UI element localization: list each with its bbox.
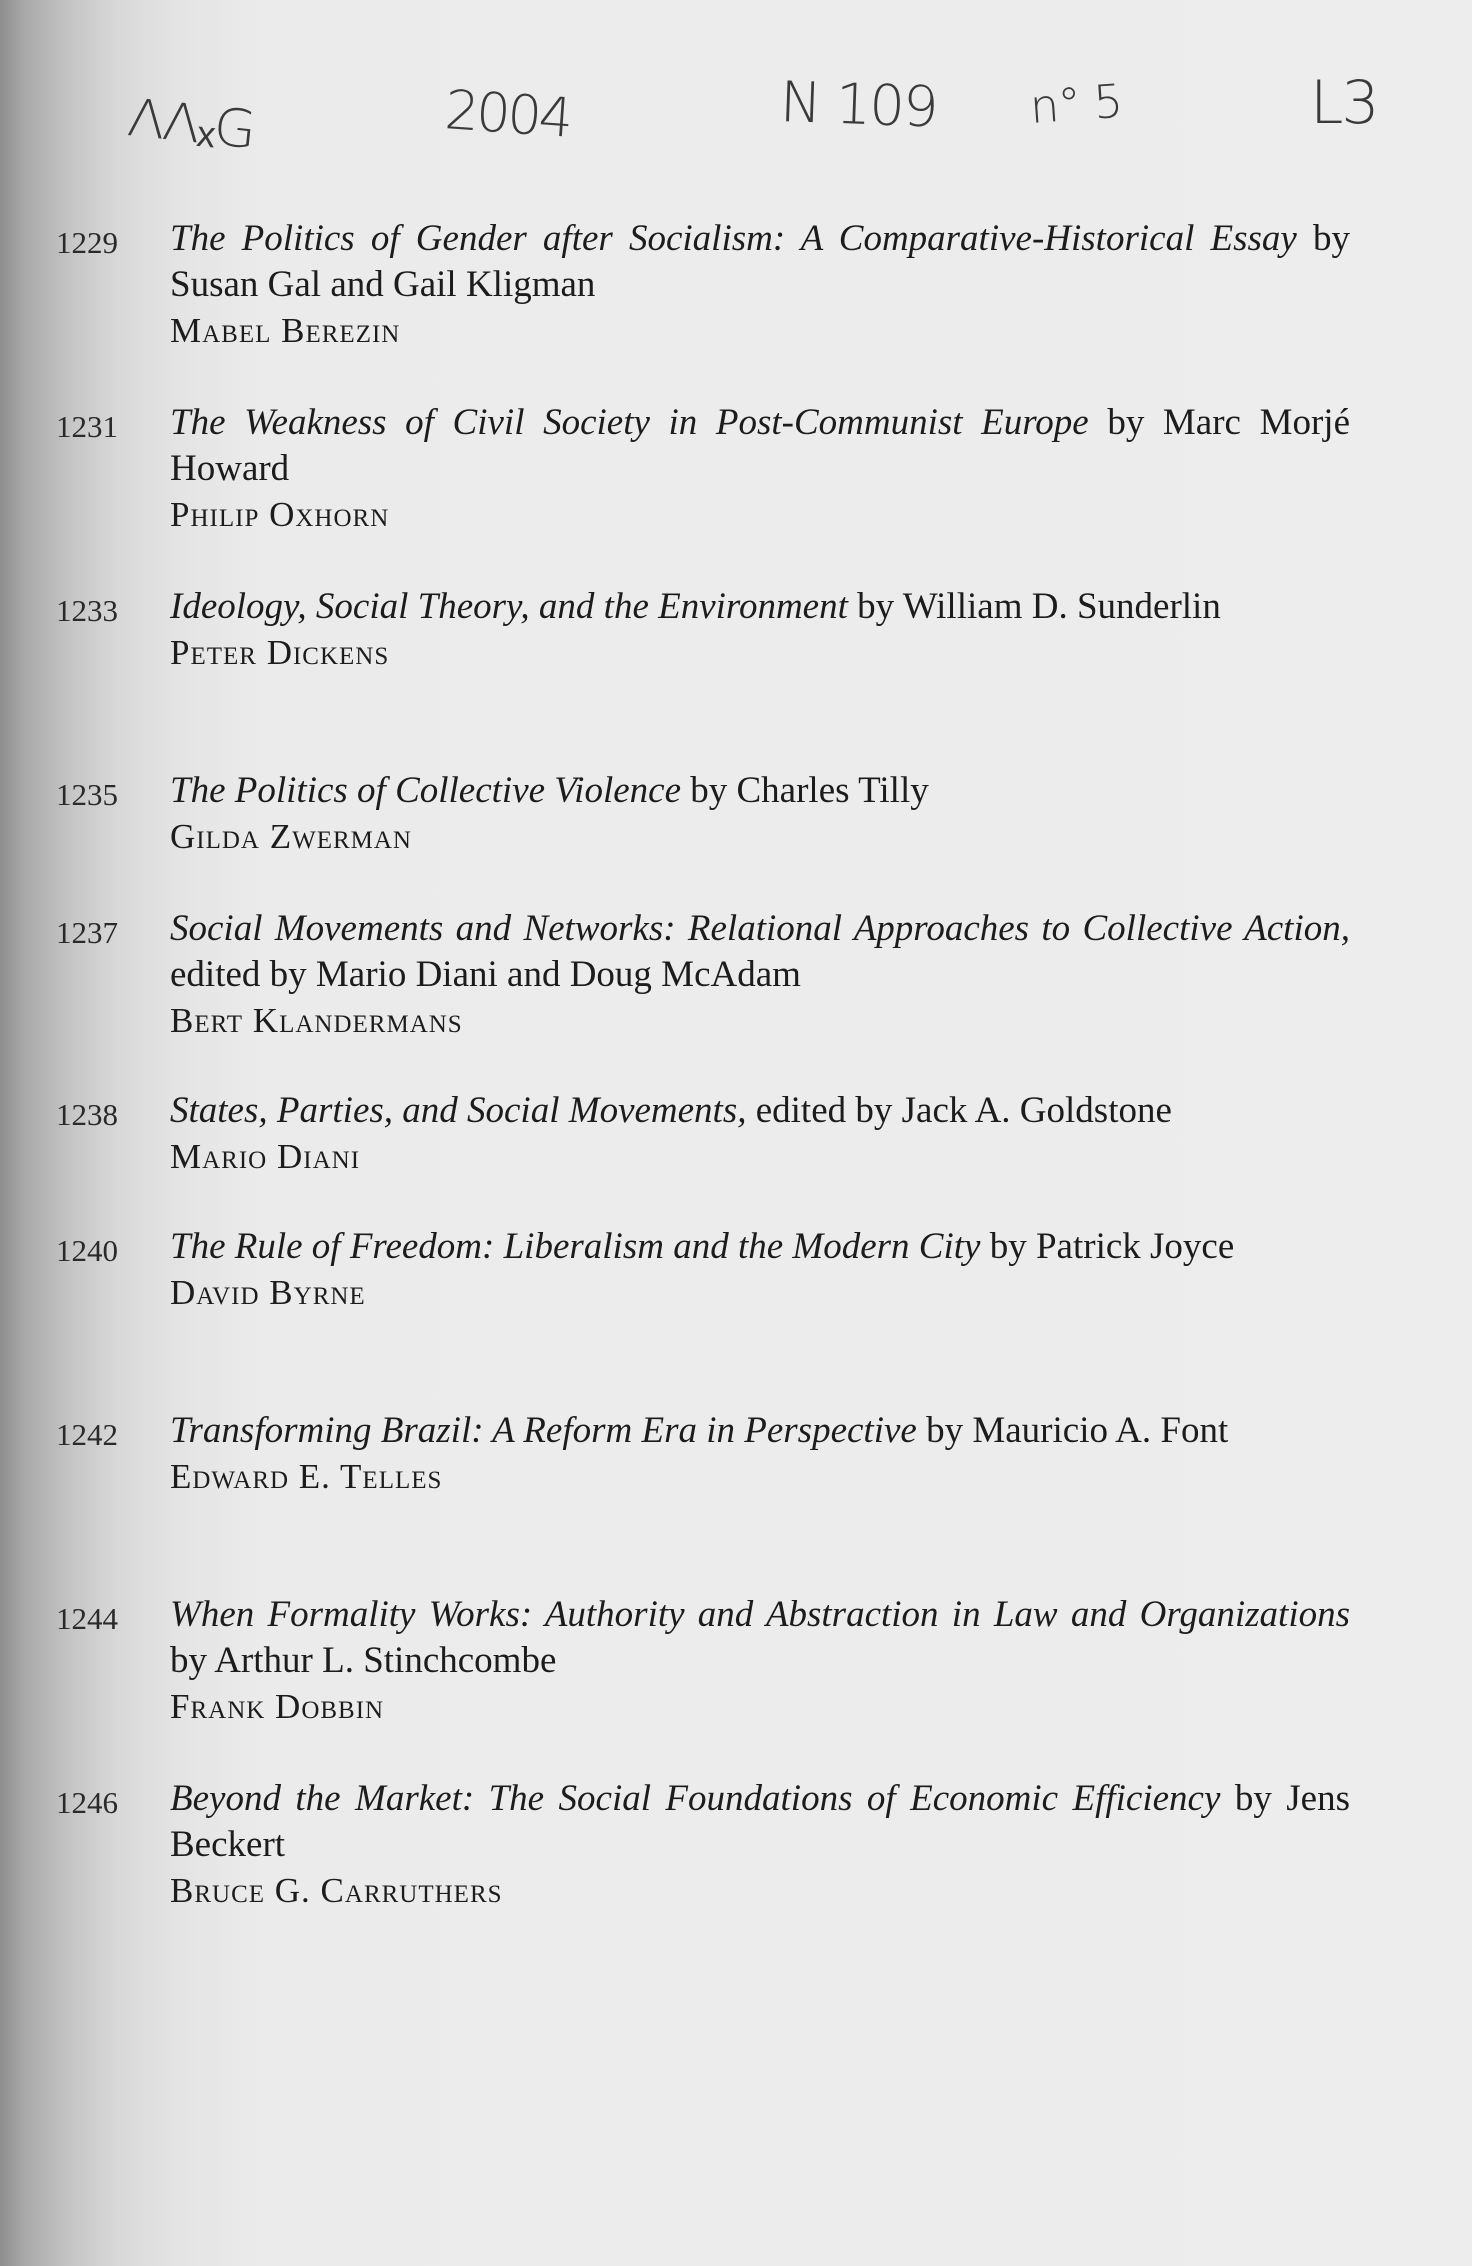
- page-number: 1246: [56, 1785, 118, 1820]
- page-number: 1242: [56, 1417, 118, 1452]
- reviewer-name: Mario Diani: [170, 1137, 361, 1176]
- review-citation: [170, 584, 1350, 676]
- review-citation: [170, 768, 1350, 860]
- book-title: The Politics of Gender after Socialism: A Comparative-Historical Essay: [170, 218, 1297, 259]
- reviewer-name: Bruce G. Carruthers: [170, 1871, 503, 1910]
- book-title: The Politics of Collective Violence: [170, 770, 681, 811]
- book-title: The Weakness of Civil Society in Post-Communist Europe: [170, 402, 1089, 443]
- page-number: 1235: [56, 777, 118, 812]
- handwritten-note-year: 2004: [442, 78, 573, 150]
- reviewer-name: Bert Klandermans: [170, 1001, 463, 1040]
- review-citation: [170, 906, 1350, 1044]
- book-author: by Jens Beckert: [170, 1778, 1350, 1865]
- page-number: 1229: [56, 225, 118, 260]
- book-title: Social Movements and Networks: Relational Approaches to Collective Action,: [170, 908, 1350, 949]
- reviewer-name: David Byrne: [170, 1273, 366, 1312]
- book-author: by Mauricio A. Font: [916, 1410, 1229, 1451]
- book-author: by William D. Sunderlin: [847, 586, 1221, 627]
- page-number: 1233: [56, 593, 118, 628]
- book-author: edited by Jack A. Goldstone: [746, 1090, 1172, 1131]
- review-citation: [170, 1224, 1350, 1316]
- review-citation: [170, 216, 1350, 354]
- book-author: by Marc Morjé Howard: [170, 402, 1350, 489]
- review-citation: [170, 400, 1350, 538]
- book-title: The Rule of Freedom: Liberalism and the Modern City: [170, 1226, 981, 1267]
- page-number: 1244: [56, 1601, 118, 1636]
- handwritten-note-issue: n° 5: [1028, 73, 1124, 134]
- review-citation: [170, 1408, 1350, 1500]
- book-author: by Susan Gal and Gail Kligman: [170, 218, 1351, 305]
- reviewer-name: Peter Dickens: [170, 633, 390, 672]
- reviewer-name: Edward E. Telles: [170, 1457, 443, 1496]
- book-title: States, Parties, and Social Movements,: [170, 1090, 747, 1131]
- book-author: edited by Mario Diani and Doug McAdam: [170, 954, 801, 995]
- book-title: Ideology, Social Theory, and the Environment: [170, 586, 848, 627]
- review-citation: [170, 1592, 1350, 1730]
- book-title: Beyond the Market: The Social Foundations of Economic Efficiency: [170, 1778, 1221, 1819]
- handwritten-note-volume: N 109: [778, 70, 938, 141]
- handwritten-note-journal: ΛΛₓG: [124, 88, 257, 162]
- reviewer-name: Mabel Berezin: [170, 311, 401, 350]
- book-title: Transforming Brazil: A Reform Era in Perspective: [170, 1410, 917, 1451]
- review-citation: [170, 1776, 1350, 1914]
- book-title: When Formality Works: Authority and Abstraction in Law and Organizations: [170, 1594, 1350, 1635]
- page-number: 1240: [56, 1233, 118, 1268]
- page-number: 1231: [56, 409, 118, 444]
- book-author: by Charles Tilly: [681, 770, 929, 811]
- book-author: by Arthur L. Stinchcombe: [170, 1640, 557, 1681]
- review-citation: [170, 1088, 1350, 1180]
- reviewer-name: Gilda Zwerman: [170, 817, 412, 856]
- reviewer-name: Philip Oxhorn: [170, 495, 390, 534]
- page-number: 1238: [56, 1097, 118, 1132]
- reviewer-name: Frank Dobbin: [170, 1687, 385, 1726]
- book-author: by Patrick Joyce: [980, 1226, 1235, 1267]
- page-number: 1237: [56, 915, 118, 950]
- handwritten-note-code: L3: [1310, 68, 1378, 138]
